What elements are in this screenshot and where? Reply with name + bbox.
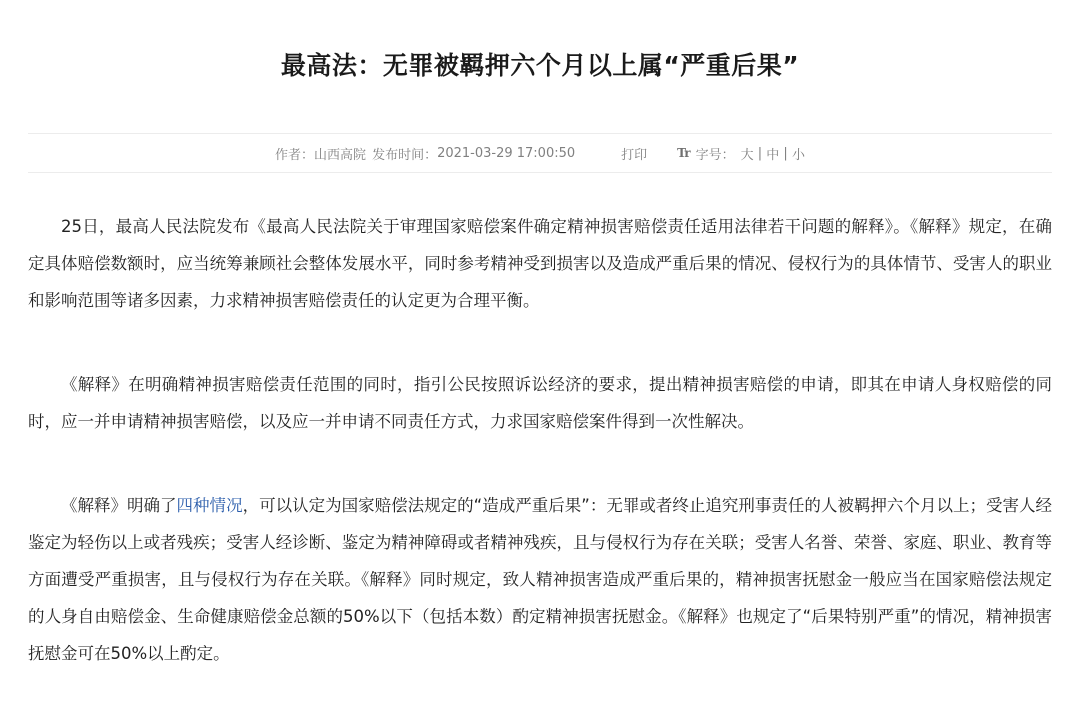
- publish-time: 2021-03-29 17:00:50: [437, 145, 576, 161]
- publish-time-label: 发布时间：: [372, 147, 438, 163]
- article-paragraph-2: 《解释》在明确精神损害赔偿责任范围的同时，指引公民按照诉讼经济的要求，提出精神损害赔偿的申请，即其在申请人身权赔偿的同时，应一并申请精神损害赔偿，以及应一并申请不同责任方式，力求国家赔偿案件得到一次性解决。: [28, 375, 1052, 431]
- article-paragraph-1: 25日，最高人民法院发布《最高人民法院关于审理国家赔偿案件确定精神损害赔偿责任适用法律若干问题的解释》。《解释》规定，在确定具体赔偿数额时，应当统筹兼顾社会整体发展水平，同时参考精神受到损害以及造成严重后果的情况、侵权行为的具体情节、受害人的职业和影响范围等诸多因素，力求精神损害赔偿责任的认定更为合理平衡。: [28, 217, 1052, 310]
- author-label: 作者：: [275, 147, 315, 163]
- paragraph-3-intro: 《解释》明确了: [61, 496, 177, 515]
- article-body: [28, 208, 1052, 719]
- article-paragraph-3: [28, 487, 1052, 672]
- font-size-small-button[interactable]: 小: [791, 147, 805, 163]
- font-size-separator: |: [757, 145, 763, 161]
- font-size-separator: |: [783, 145, 788, 161]
- author-name: 山西高院: [314, 147, 367, 163]
- font-size-label: 字号：: [695, 147, 735, 163]
- font-size-medium-button[interactable]: 中: [766, 147, 780, 163]
- print-link[interactable]: 打印: [621, 147, 648, 163]
- four-situations-link[interactable]: 四种情况: [176, 496, 243, 515]
- font-size-large-button[interactable]: 大: [740, 147, 754, 163]
- font-size-icon: Tr: [677, 146, 690, 160]
- paragraph-3-body: ，可以认定为国家赔偿法规定的“造成严重后果”：无罪或者终止追究刑事责任的人被羁押六个月以上；受害人经鉴定为轻伤以上或者残疾；受害人经诊断、鉴定为精神障碍或者精神残疾，且与侵权行为存在关联；受害人名誉、荣誉、家庭、职业、教育等方面遭受严重损害，且与侵权行为存在关联。《解释》同时规定，致人精神损害造成严重后果的，精神损害抚慰金一般应当在国家赔偿法规定的人身自由赔偿金、生命健康赔偿金总额的50%以下（包括本数）酌定精神损害抚慰金。《解释》也规定了“后果特别严重”的情况，精神损害抚慰金可在50%以上酌定。: [28, 496, 1052, 663]
- article-title: 最高法：无罪被羁押六个月以上属“严重后果”: [280, 51, 800, 80]
- article-meta-bar: [28, 133, 1052, 173]
